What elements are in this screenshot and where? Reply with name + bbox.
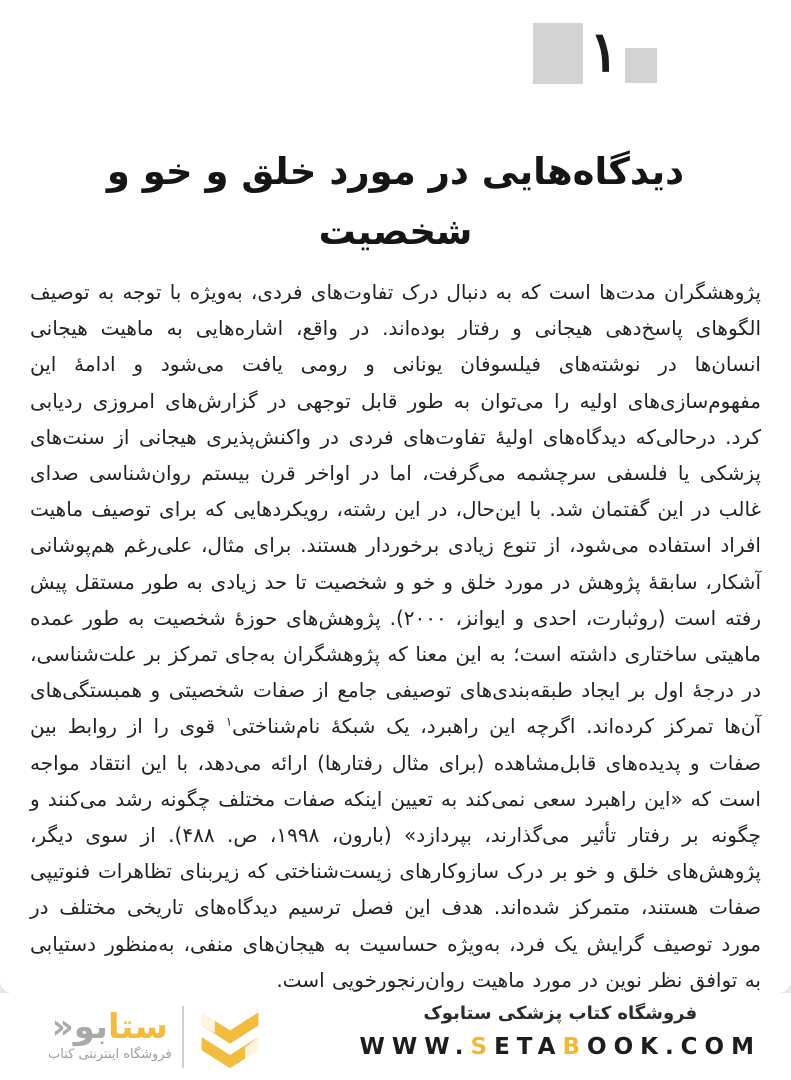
body-paragraph <box>30 274 761 998</box>
footer-store-block <box>360 999 762 1065</box>
chevron-s-icon <box>194 1001 266 1073</box>
wordmark-stylized-kaf: « <box>51 1007 74 1047</box>
body-text-part1: پژوهشگران مدت‌ها است که به دنبال درک تفاوت‌های فردی، به‌ویژه با توجه به توصیف الگوهای پاسخ‌دهی هیجانی و رفتار بوده‌اند. در واقع، اشاره‌هایی به ماهیت هیجانی انسان‌ها در نوشته‌های فیلسوفان یونانی و رومی یافت می‌شود و ادامهٔ این مفهوم‌سازی‌های اولیه را می‌توان به طور قابل توجهی در گزارش‌های امروزی ردیابی کرد. درحالی‌که دیدگاه‌های اولیهٔ تفاوت‌های فردی در واکنش‌پذیری هیجانی از سنت‌های پزشکی یا فلسفی سرچشمه می‌گرفت، اما در اواخر قرن بیستم روان‌شناسی صدای غالب در این گفتمان شد. با این‌حال، در این رشته، رویکردهایی که برای توصیف ماهیت افراد استفاده می‌شود، از تنوع زیادی برخوردار هستند. برای مثال، علی‌رغم هم‌پوشانی آشکار، سابقهٔ پژوهش در مورد خلق و خو و شخصیت تا حد زیادی به طور مستقل پیش رفته است (روثبارت، احدی و ایوانز، ۲۰۰۰). پژوهش‌های حوزهٔ شخصیت به طور عمده ماهیتی ساختاری داشته است؛ به این معنا که پژوهشگران به‌جای تمرکز بر علت‌شناسی، در درجهٔ اول بر ایجاد طبقه‌بندی‌های توصیفی جامع از صفات شخصیتی و همبستگی‌های آن‌ها تمرکز کرده‌اند. اگرچه این راهبرد، یک شبکهٔ نام‌شناختی <box>30 280 761 739</box>
footer <box>0 993 791 1080</box>
chapter-number: ۱ <box>588 19 620 85</box>
logo-wordmark <box>48 1009 172 1045</box>
footnote-marker: ۱ <box>225 714 233 729</box>
chapter-title: دیدگاه‌هایی در مورد خلق و خو و شخصیت <box>106 150 685 253</box>
wordmark-yellow: ستا <box>107 1007 168 1047</box>
logo-subtitle: فروشگاه اینترنتی کتاب <box>48 1047 172 1062</box>
store-name: فروشگاه کتاب پزشکی ستابوک <box>423 1003 698 1024</box>
decorative-square-large <box>533 23 583 84</box>
chapter-header <box>0 0 791 110</box>
logo-divider <box>182 1006 184 1068</box>
url-part: WWW. <box>359 1034 471 1060</box>
website-url <box>360 1029 762 1065</box>
decorative-square-small <box>625 48 657 83</box>
url-part-accent: S <box>470 1034 495 1060</box>
url-part: OOK.COM <box>587 1034 761 1060</box>
url-part: ETA <box>494 1034 563 1060</box>
setabook-logo <box>48 1001 266 1073</box>
logo-text-block <box>48 1009 172 1065</box>
url-part-accent: B <box>562 1034 588 1060</box>
wordmark-gray: بو <box>73 1007 108 1047</box>
body-text-part2: قوی را از روابط بین صفات و پدیده‌های قابل‌مشاهده (برای مثال رفتارها) ارائه می‌دهد، با این انتقاد مواجه است که «این راهبرد سعی نمی‌کند به تعیین اینکه صفات مختلف چگونه رشد می‌کنند و چگونه بر رفتار تأثیر می‌گذارند، بپردازد» (بارون، ۱۹۹۸، ص. ۴۸۸). از سوی دیگر، پژوهش‌های خلق و خو بر درک سازوکارهای زیست‌شناختی که زیربنای تظاهرات فنوتیپی صفات هستند، متمرکز شده‌اند. هدف این فصل ترسیم دیدگاه‌های تاریخی مختلف در مورد توصیف گرایش یک فرد، به‌ویژه حساسیت به هیجان‌های منفی، به‌منظور دستیابی به توافق نظر نوین در مورد ماهیت روان‌رنجورخویی است. <box>30 714 761 992</box>
